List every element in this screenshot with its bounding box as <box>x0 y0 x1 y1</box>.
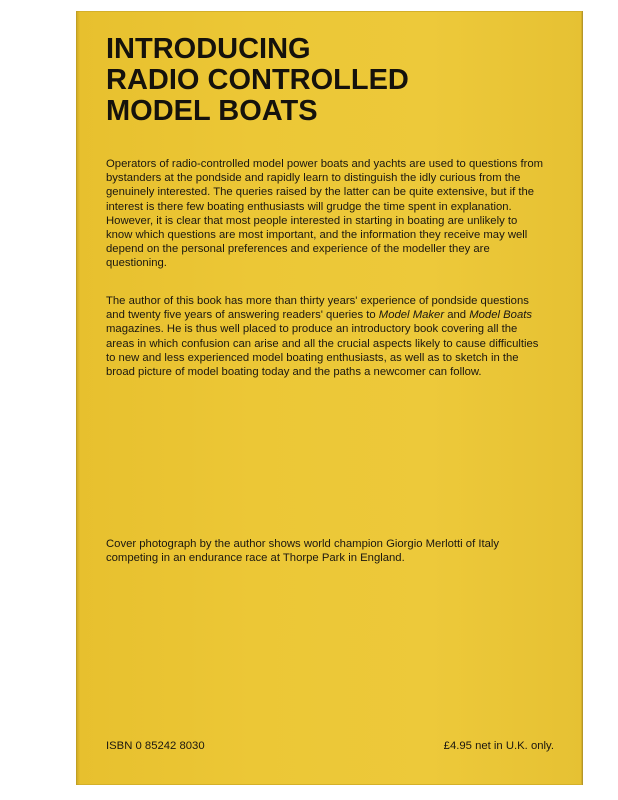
magazine-title-model-maker: Model Maker <box>378 309 445 322</box>
magazine-title-model-boats: Model Boats <box>469 309 533 322</box>
title-line-1: INTRODUCING <box>106 33 311 65</box>
photo-credit: Cover photograph by the author shows world champion Giorgio Merlotti of Italy competing in an endurance race at Thorpe Park in England. <box>106 538 500 565</box>
isbn-number: ISBN 0 85242 8030 <box>106 740 205 752</box>
title-line-3: MODEL BOATS <box>106 95 318 127</box>
blurb-paragraph-2 <box>106 294 546 379</box>
blurb-2-text-c: magazines. He is thus well placed to produce an introductory book covering all the areas in which confusion can arise and all the crucial aspects likely to cause difficulties to new and less experienced model boating enthusiasts, as well as to sketch in the broad picture of model boating today and the paths a newcomer can follow. <box>106 323 539 379</box>
blurb-2-text-a: The author of this book has more than thirty years' experience of pondside questions and twenty five years of answering readers' queries to <box>106 295 529 322</box>
book-back-cover <box>76 11 582 785</box>
blurb-2-text-b: and <box>444 309 470 322</box>
cover-edge-shadow <box>76 11 80 785</box>
title-line-2: RADIO CONTROLLED <box>106 64 409 96</box>
blurb-paragraph-1: Operators of radio-controlled model power boats and yachts are used to questions from bystanders at the pondside and rapidly learn to distinguish the idly curious from the genuinely interested. The queries raised by the latter can be quite extensive, but if the interest is there few boating enthusiasts will grudge the time spent in explanation. However, it is clear that most people interested in starting in boating are unlikely to know which questions are most important, and the information they receive may well depend on the personal preferences and experience of the modeller they are questioning. <box>106 158 544 270</box>
price-label: £4.95 net in U.K. only. <box>443 740 554 752</box>
book-title <box>106 34 546 127</box>
